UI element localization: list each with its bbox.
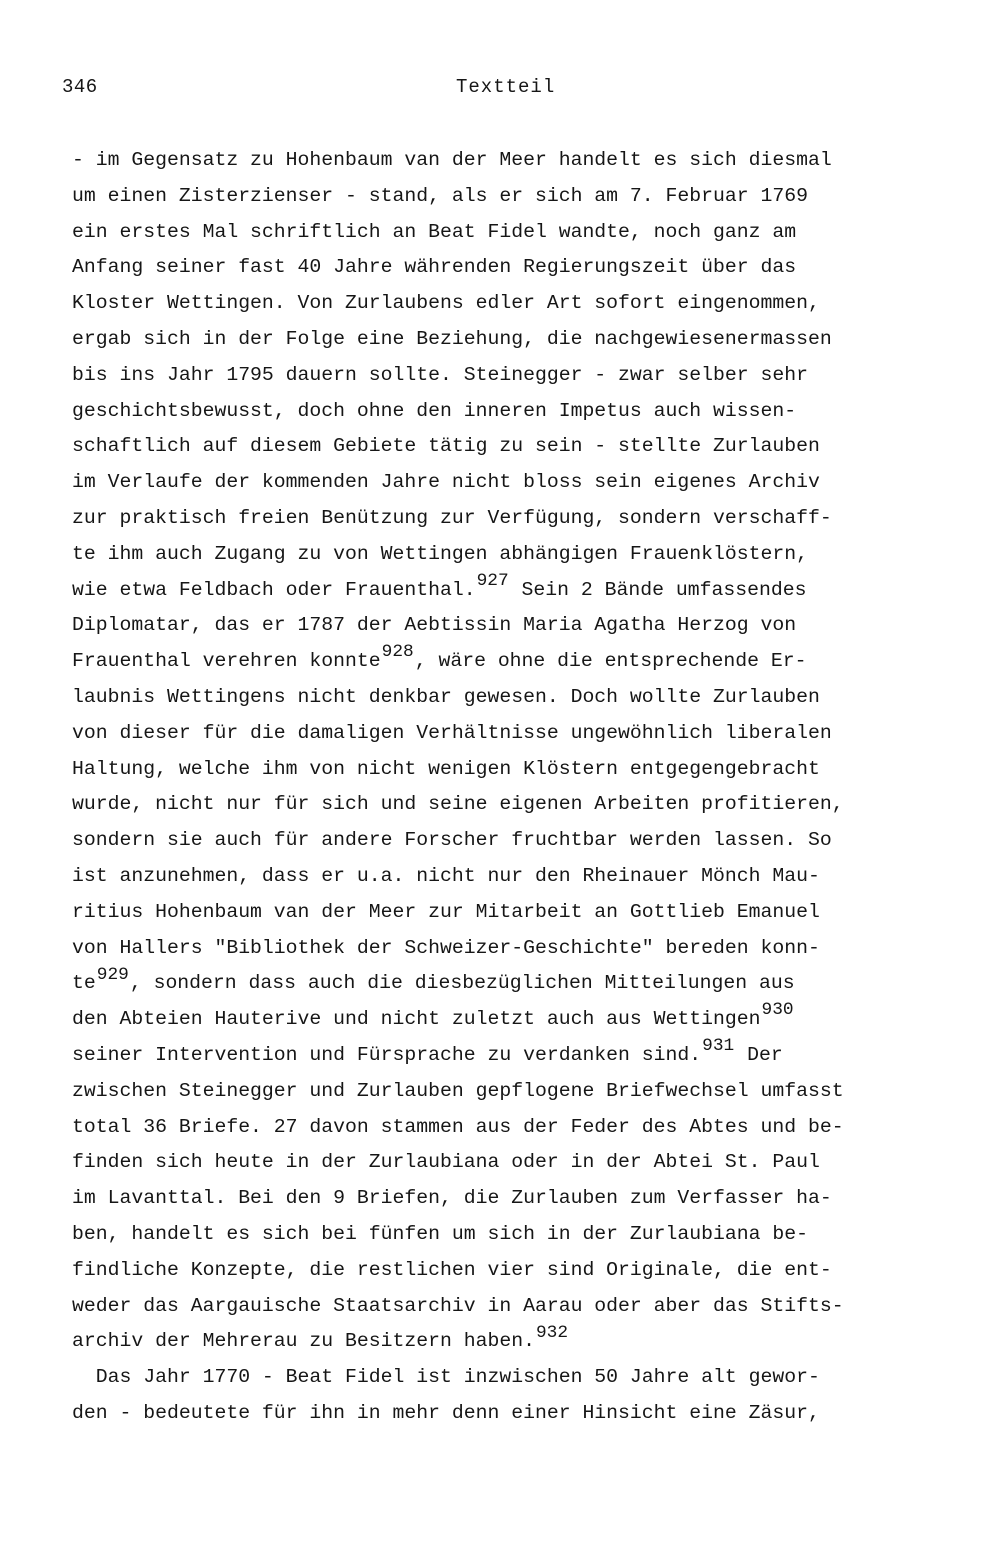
line-text: um einen Zisterzienser - stand, als er sich am 7. Februar 1769 [72, 184, 808, 207]
text-line [72, 931, 972, 967]
running-head: Textteil [456, 76, 556, 98]
line-text: zwischen Steinegger und Zurlauben gepflogene Briefwechsel umfasst [72, 1079, 844, 1102]
line-text: total 36 Briefe. 27 davon stammen aus der Feder des Abtes und be- [72, 1115, 844, 1138]
text-line [72, 501, 972, 537]
line-text: ergab sich in der Folge eine Beziehung, die nachgewiesenermassen [72, 327, 832, 350]
text-line [72, 823, 972, 859]
text-line [72, 966, 972, 1002]
line-text: - im Gegensatz zu Hohenbaum van der Meer handelt es sich diesmal [72, 149, 832, 171]
line-text: im Lavanttal. Bei den 9 Briefen, die Zurlauben zum Verfasser ha- [72, 1187, 832, 1210]
line-text: findliche Konzepte, die restlichen vier sind Originale, die ent- [72, 1258, 832, 1281]
text-line [72, 1324, 972, 1360]
text-line [72, 1289, 972, 1325]
line-text: ist anzunehmen, dass er u.a. nicht nur den Rheinauer Mönch Mau- [72, 864, 820, 887]
line-text: von Hallers "Bibliothek der Schweizer-Geschichte" bereden konn- [72, 936, 820, 959]
line-text: laubnis Wettingens nicht denkbar gewesen. Doch wollte Zurlauben [72, 685, 820, 708]
line-text: sondern sie auch für andere Forscher fruchtbar werden lassen. So [72, 829, 832, 852]
text-line [72, 215, 972, 251]
text-line [72, 1002, 972, 1038]
text-line [72, 1038, 972, 1074]
line-text: zur praktisch freien Benützung zur Verfügung, sondern verschaff- [72, 506, 832, 529]
footnote-marker: 932 [535, 1322, 569, 1343]
line-text: Haltung, welche ihm von nicht wenigen Klöstern entgegengebracht [72, 757, 820, 780]
text-line [72, 179, 972, 215]
text-line [72, 859, 972, 895]
text-line [72, 465, 972, 501]
text-line [72, 570, 972, 609]
text-line [72, 1074, 972, 1110]
line-text: ben, handelt es sich bei fünfen um sich in der Zurlaubiana be- [72, 1222, 808, 1245]
line-text: von dieser für die damaligen Verhältnisse ungewöhnlich liberalen [72, 721, 832, 744]
line-text: te [72, 972, 96, 995]
line-text: im Verlaufe der kommenden Jahre nicht bloss sein eigenes Archiv [72, 471, 820, 494]
text-line [72, 1110, 972, 1146]
text-line [72, 1217, 972, 1253]
text-line [72, 1360, 972, 1396]
text-line [72, 358, 972, 394]
line-text: den - bedeutete für ihn in mehr denn einer Hinsicht eine Zäsur, [72, 1401, 820, 1424]
line-text: Kloster Wettingen. Von Zurlaubens edler Art sofort eingenommen, [72, 292, 820, 315]
line-text: bis ins Jahr 1795 dauern sollte. Steinegger - zwar selber sehr [72, 363, 808, 386]
line-text: ein erstes Mal schriftlich an Beat Fidel wandte, noch ganz am [72, 220, 797, 243]
text-line [72, 644, 972, 680]
text-line [72, 250, 972, 286]
line-text: te ihm auch Zugang zu von Wettingen abhängigen Frauenklöstern, [72, 542, 808, 565]
line-text: archiv der Mehrerau zu Besitzern haben. [72, 1330, 535, 1353]
line-text: Anfang seiner fast 40 Jahre währenden Regierungszeit über das [72, 256, 797, 279]
footnote-marker: 930 [761, 1000, 794, 1021]
line-text: Das Jahr 1770 - Beat Fidel ist inzwischen 50 Jahre alt gewor- [72, 1366, 820, 1389]
page-number: 346 [62, 76, 98, 98]
text-line [72, 680, 972, 716]
line-text: ritius Hohenbaum van der Meer zur Mitarbeit an Gottlieb Emanuel [72, 900, 820, 923]
line-text: den Abteien Hauterive und nicht zuletzt auch aus Wettingen [72, 1008, 761, 1031]
footnote-marker: 931 [702, 1036, 735, 1057]
line-text: wurde, nicht nur für sich und seine eigenen Arbeiten profitieren, [72, 793, 844, 816]
body-text [72, 143, 972, 1432]
text-line [72, 895, 972, 931]
line-text: schaftlich auf diesem Gebiete tätig zu sein - stellte Zurlauben [72, 435, 820, 458]
line-text: seiner Intervention und Fürsprache zu verdanken sind. [72, 1043, 702, 1066]
text-line [72, 1145, 972, 1181]
line-text-continued: Der [735, 1043, 783, 1066]
text-line [72, 752, 972, 788]
line-text: geschichtsbewusst, doch ohne den inneren Impetus auch wissen- [72, 399, 797, 422]
line-text: Frauenthal verehren konnte [72, 650, 381, 673]
text-line [72, 286, 972, 322]
line-text: finden sich heute in der Zurlaubiana oder in der Abtei St. Paul [72, 1151, 820, 1174]
text-line [72, 608, 972, 644]
footnote-marker: 929 [96, 964, 129, 985]
text-line [72, 787, 972, 823]
text-line [72, 537, 972, 573]
line-text: wie etwa Feldbach oder Frauenthal. [72, 578, 476, 601]
line-text-continued: , wäre ohne die entsprechende Er- [414, 650, 807, 673]
footnote-marker: 928 [381, 642, 414, 663]
line-text: Diplomatar, das er 1787 der Aebtissin Maria Agatha Herzog von [72, 614, 797, 637]
text-line [72, 1396, 972, 1432]
text-line [72, 1181, 972, 1217]
text-line [72, 394, 972, 430]
text-line [72, 429, 972, 465]
footnote-marker: 927 [476, 570, 509, 591]
line-text-continued: Sein 2 Bände umfassendes [509, 578, 807, 601]
line-text: weder das Aargauische Staatsarchiv in Aarau oder aber das Stifts- [72, 1294, 844, 1317]
text-line [72, 1253, 972, 1289]
text-line [72, 322, 972, 358]
text-line [72, 716, 972, 752]
line-text-continued: , sondern dass auch die diesbezüglichen Mitteilungen aus [129, 972, 795, 995]
text-line [72, 143, 972, 179]
